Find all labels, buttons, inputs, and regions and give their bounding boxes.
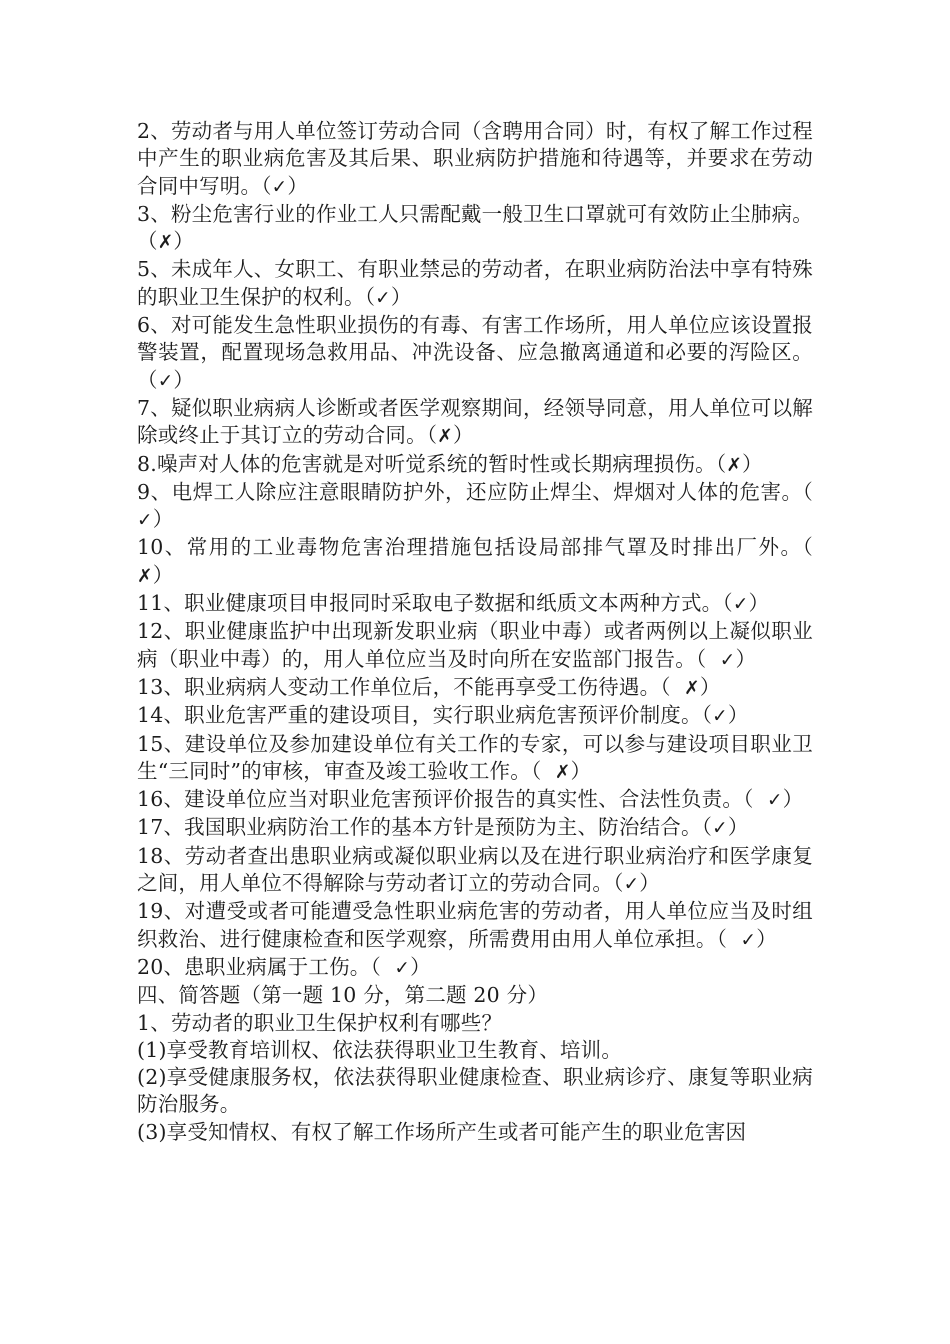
check-mark-icon: ✓ bbox=[157, 370, 174, 392]
check-mark-icon: ✓ bbox=[740, 929, 757, 951]
check-mark-icon: ✓ bbox=[137, 510, 153, 532]
paragraph-q11: 11、职业健康项目申报同时采取电子数据和纸质文本两种方式。（✓） bbox=[137, 591, 770, 616]
paragraph-q8: 8.噪声对人体的危害就是对听觉系统的暂时性或长期病理损伤。（✗） bbox=[137, 451, 763, 476]
cross-mark-icon: ✗ bbox=[726, 454, 743, 476]
check-mark-icon: ✓ bbox=[623, 874, 640, 896]
paragraph-sa1-item2: (2)享受健康服务权，依法获得职业健康检查、职业病诊疗、康复等职业病防治服务。 bbox=[137, 1065, 813, 1117]
paragraph-q2: 2、劳动者与用人单位签订劳动合同（含聘用合同）时，有权了解工作过程中产生的职业病危害及其后果、职业病防护措施和待遇等，并要求在劳动合同中写明。（✓） bbox=[137, 119, 813, 198]
paragraph-q20: 20、患职业病属于工伤。（ ✓） bbox=[137, 954, 431, 979]
paragraph-sa1-item1: (1)享受教育培训权、依法获得职业卫生教育、培训。 bbox=[137, 1037, 623, 1062]
cross-mark-icon: ✗ bbox=[137, 565, 153, 587]
paragraph-q6: 6、对可能发生急性职业损伤的有毒、有害工作场所，用人单位应该设置报警装置，配置现场急救用品、冲洗设备、应急撤离通道和必要的泻险区。（✓） bbox=[137, 313, 813, 392]
paragraph-q9: 9、电焊工人除应注意眼睛防护外，还应防止焊尘、焊烟对人体的危害。（ ✓） bbox=[137, 479, 827, 532]
paragraph-q15: 15、建设单位及参加建设单位有关工作的专家，可以参与建设项目职业卫生“三同时”的审核，审查及竣工验收工作。（ ✗） bbox=[137, 731, 813, 783]
paragraph-q10: 10、常用的工业毒物危害治理措施包括设局部排气罩及时排出厂外。（ ✗） bbox=[137, 535, 820, 587]
check-mark-icon: ✓ bbox=[719, 649, 736, 671]
paragraph-q18: 18、劳动者查出患职业病或凝似职业病以及在进行职业病治疗和医学康复之间，用人单位不得解除与劳动者订立的劳动合同。（✓） bbox=[137, 843, 813, 896]
check-mark-icon: ✓ bbox=[271, 176, 288, 198]
paragraph-q19: 19、对遭受或者可能遭受急性职业病危害的劳动者，用人单位应当及时组织救治、进行健康检查和医学观察，所需费用由用人单位承担。（ ✓） bbox=[137, 899, 813, 951]
paragraph-q16: 16、建设单位应当对职业危害预评价报告的真实性、合法性负责。（ ✓） bbox=[137, 787, 804, 812]
paragraph-q13: 13、职业病病人变动工作单位后，不能再享受工伤待遇。（ ✗） bbox=[137, 674, 721, 699]
paragraph-sa1-question: 1、劳动者的职业卫生保护权利有哪些？ bbox=[137, 1010, 503, 1035]
paragraph-q7: 7、疑似职业病病人诊断或者医学观察期间，经领导同意，用人单位可以解除或终止于其订立的劳动合同。（✗） bbox=[137, 395, 813, 448]
check-mark-icon: ✓ bbox=[732, 594, 749, 616]
section-heading-short-answer: 四、简答题（第一题 10 分，第二题 20 分） bbox=[137, 983, 549, 1008]
check-mark-icon: ✓ bbox=[766, 790, 783, 812]
cross-mark-icon: ✗ bbox=[437, 426, 453, 448]
document-text-column bbox=[137, 118, 827, 1146]
paragraph-q3: 3、粉尘危害行业的作业工人只需配戴一般卫生口罩就可有效防止尘肺病。（✗） bbox=[137, 201, 813, 254]
paragraph-q12: 12、职业健康监护中出现新发职业病（职业中毒）或者两例以上凝似职业病（职业中毒）的，用人单位应当及时向所在安监部门报告。（ ✓） bbox=[137, 619, 813, 671]
paragraph-q14: 14、职业危害严重的建设项目，实行职业病危害预评价制度。（✓） bbox=[137, 703, 749, 728]
check-mark-icon: ✓ bbox=[394, 957, 411, 979]
paragraph-q5: 5、未成年人、女职工、有职业禁忌的劳动者，在职业病防治法中享有特殊的职业卫生保护的权利。（✓） bbox=[137, 257, 813, 309]
paragraph-q17: 17、我国职业病防治工作的基本方针是预防为主、防治结合。（✓） bbox=[137, 815, 749, 840]
cross-mark-icon: ✗ bbox=[684, 677, 700, 699]
cross-mark-icon: ✗ bbox=[157, 232, 174, 254]
check-mark-icon: ✓ bbox=[712, 818, 728, 840]
check-mark-icon: ✓ bbox=[375, 287, 391, 309]
check-mark-icon: ✓ bbox=[712, 706, 728, 728]
cross-mark-icon: ✗ bbox=[554, 761, 571, 783]
paragraph-sa1-item3: (3)享受知情权、有权了解工作场所产生或者可能产生的职业危害因 bbox=[137, 1119, 747, 1144]
